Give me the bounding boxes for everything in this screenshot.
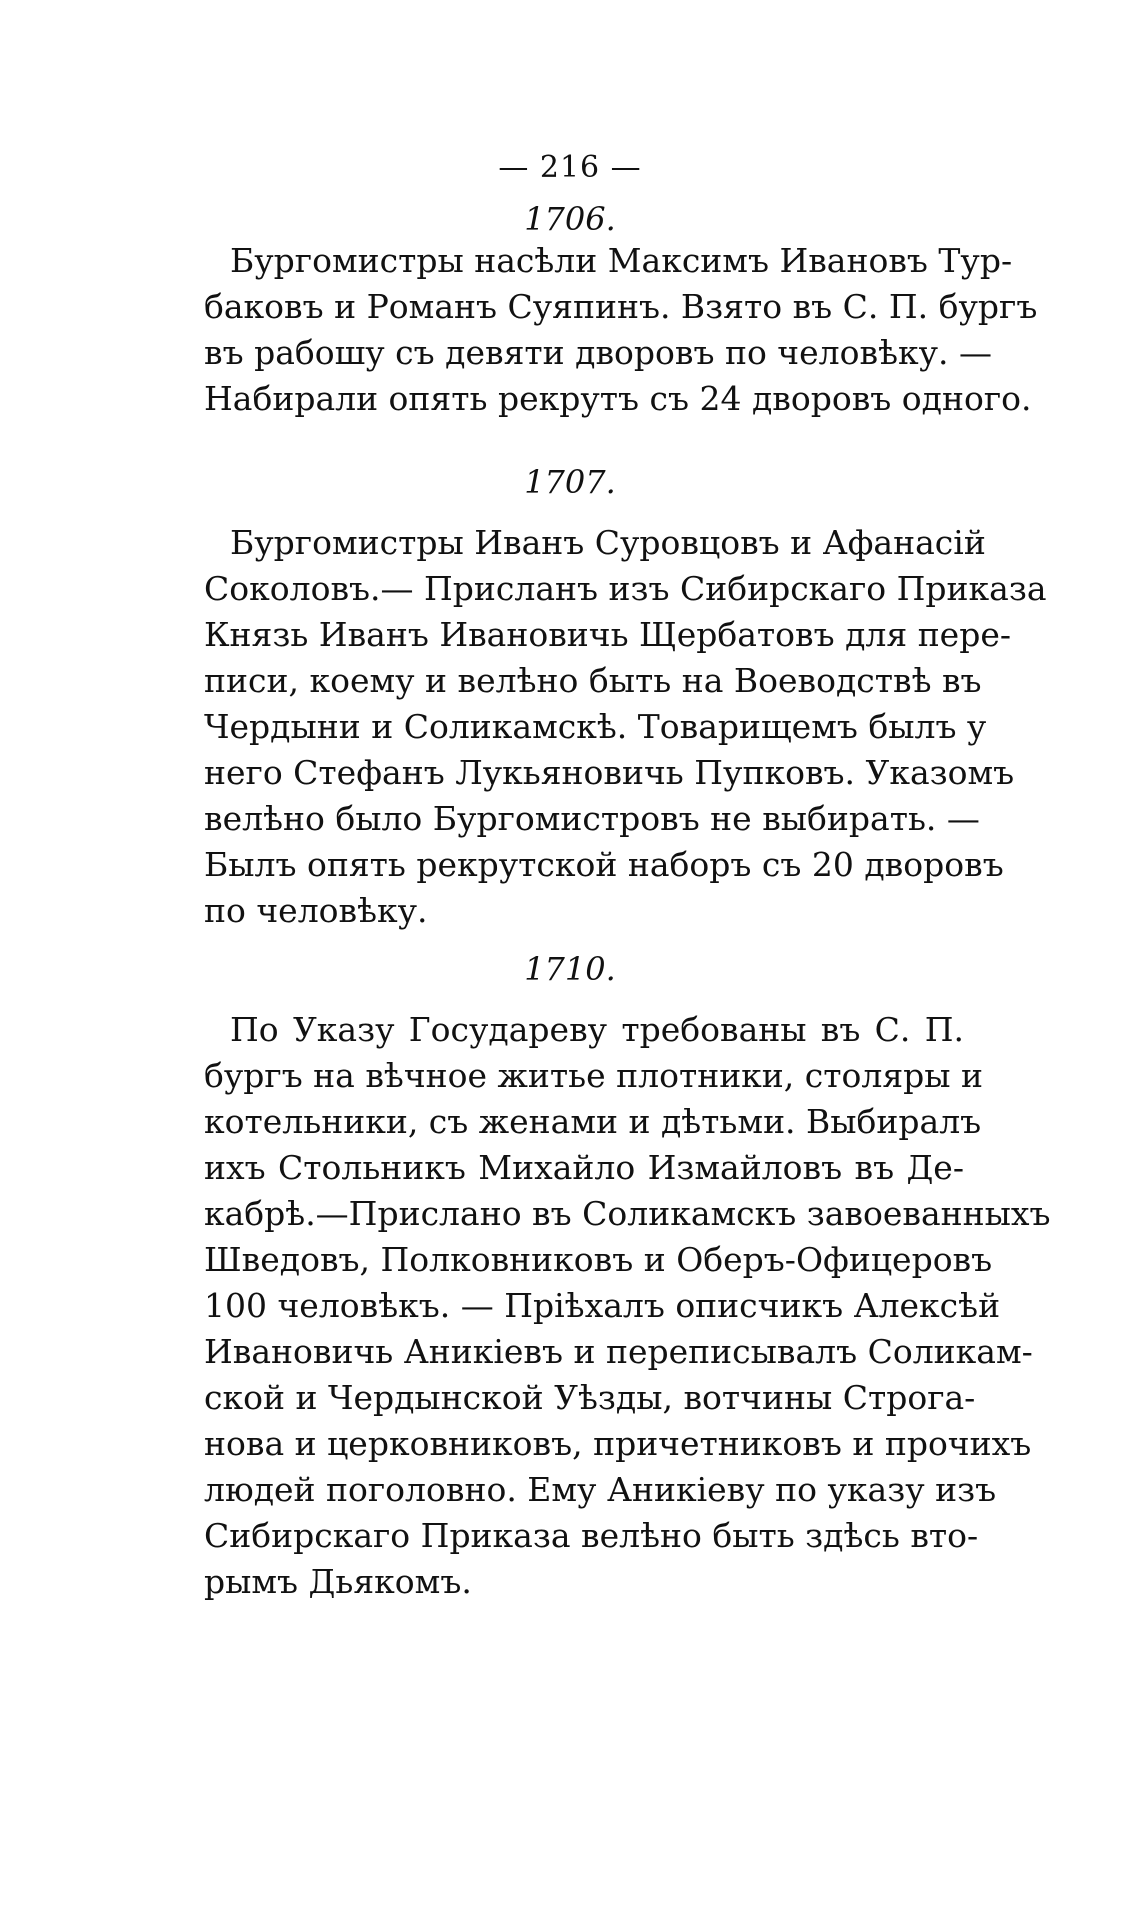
text-line: по человѣку. — [204, 891, 428, 930]
text-line: въ рабошу съ девяти дворовъ по человѣку. — — [204, 333, 992, 372]
text-line: Набирали опять рекрутъ съ 24 дворовъ одного. — [204, 379, 1032, 418]
text-line: него Стефанъ Лукьяновичь Пупковъ. Указомъ — [204, 753, 1015, 792]
text-line: бургъ на вѣчное житье плотники, столяры и — [204, 1056, 984, 1095]
text-line: людей поголовно. Ему Аникіеву по указу изъ — [204, 1470, 997, 1509]
paragraph-1707 — [204, 520, 1047, 934]
text-line: Былъ опять рекрутской наборъ съ 20 дворовъ — [204, 845, 1004, 884]
text-line: Чердыни и Соликамскѣ. Товарищемъ былъ у — [204, 707, 987, 746]
text-line: Бургомистры насѣли Максимъ Ивановъ Тур- — [230, 241, 1013, 280]
text-line: Бургомистры Иванъ Суровцовъ и Афанасій — [230, 523, 986, 562]
text-line: Соколовъ.— Присланъ изъ Сибирскаго Приказа — [204, 569, 1047, 608]
text-line: ской и Чердынской Уѣзды, вотчины Строга- — [204, 1378, 976, 1417]
text-line: По Указу Государеву требованы въ С. П. — [230, 1010, 964, 1049]
text-line: Шведовъ, Полковниковъ и Оберъ-Офицеровъ — [204, 1240, 993, 1279]
text-line: Князь Иванъ Ивановичь Щербатовъ для пере- — [204, 615, 1012, 654]
page-number: — 216 — — [498, 150, 642, 185]
text-line: нова и церковниковъ, причетниковъ и прочихъ — [204, 1424, 1032, 1463]
text-line: 100 человѣкъ. — Пріѣхалъ описчикъ Алексѣй — [204, 1286, 1001, 1325]
text-line: рымъ Дьякомъ. — [204, 1562, 472, 1601]
text-line: ихъ Стольникъ Михайло Измайловъ въ Де- — [204, 1148, 964, 1187]
text-line: велѣно было Бургомистровъ не выбирать. — — [204, 799, 980, 838]
text-line: баковъ и Романъ Суяпинъ. Взято въ С. П. бургъ — [204, 287, 1038, 326]
text-line: котельники, съ женами и дѣтьми. Выбиралъ — [204, 1102, 982, 1141]
year-heading-1707: 1707. — [524, 463, 616, 501]
year-heading-1710: 1710. — [524, 950, 616, 988]
text-line: Сибирскаго Приказа велѣно быть здѣсь вто- — [204, 1516, 979, 1555]
paragraph-1706 — [204, 238, 1038, 422]
text-line: Ивановичь Аникіевъ и переписывалъ Соликам- — [204, 1332, 1033, 1371]
text-line: кабрѣ.—Прислано въ Соликамскъ завоеванныхъ — [204, 1194, 1051, 1233]
year-heading-1706: 1706. — [524, 200, 616, 238]
text-line: писи, коему и велѣно быть на Воеводствѣ въ — [204, 661, 982, 700]
paragraph-1710 — [204, 1007, 1051, 1605]
